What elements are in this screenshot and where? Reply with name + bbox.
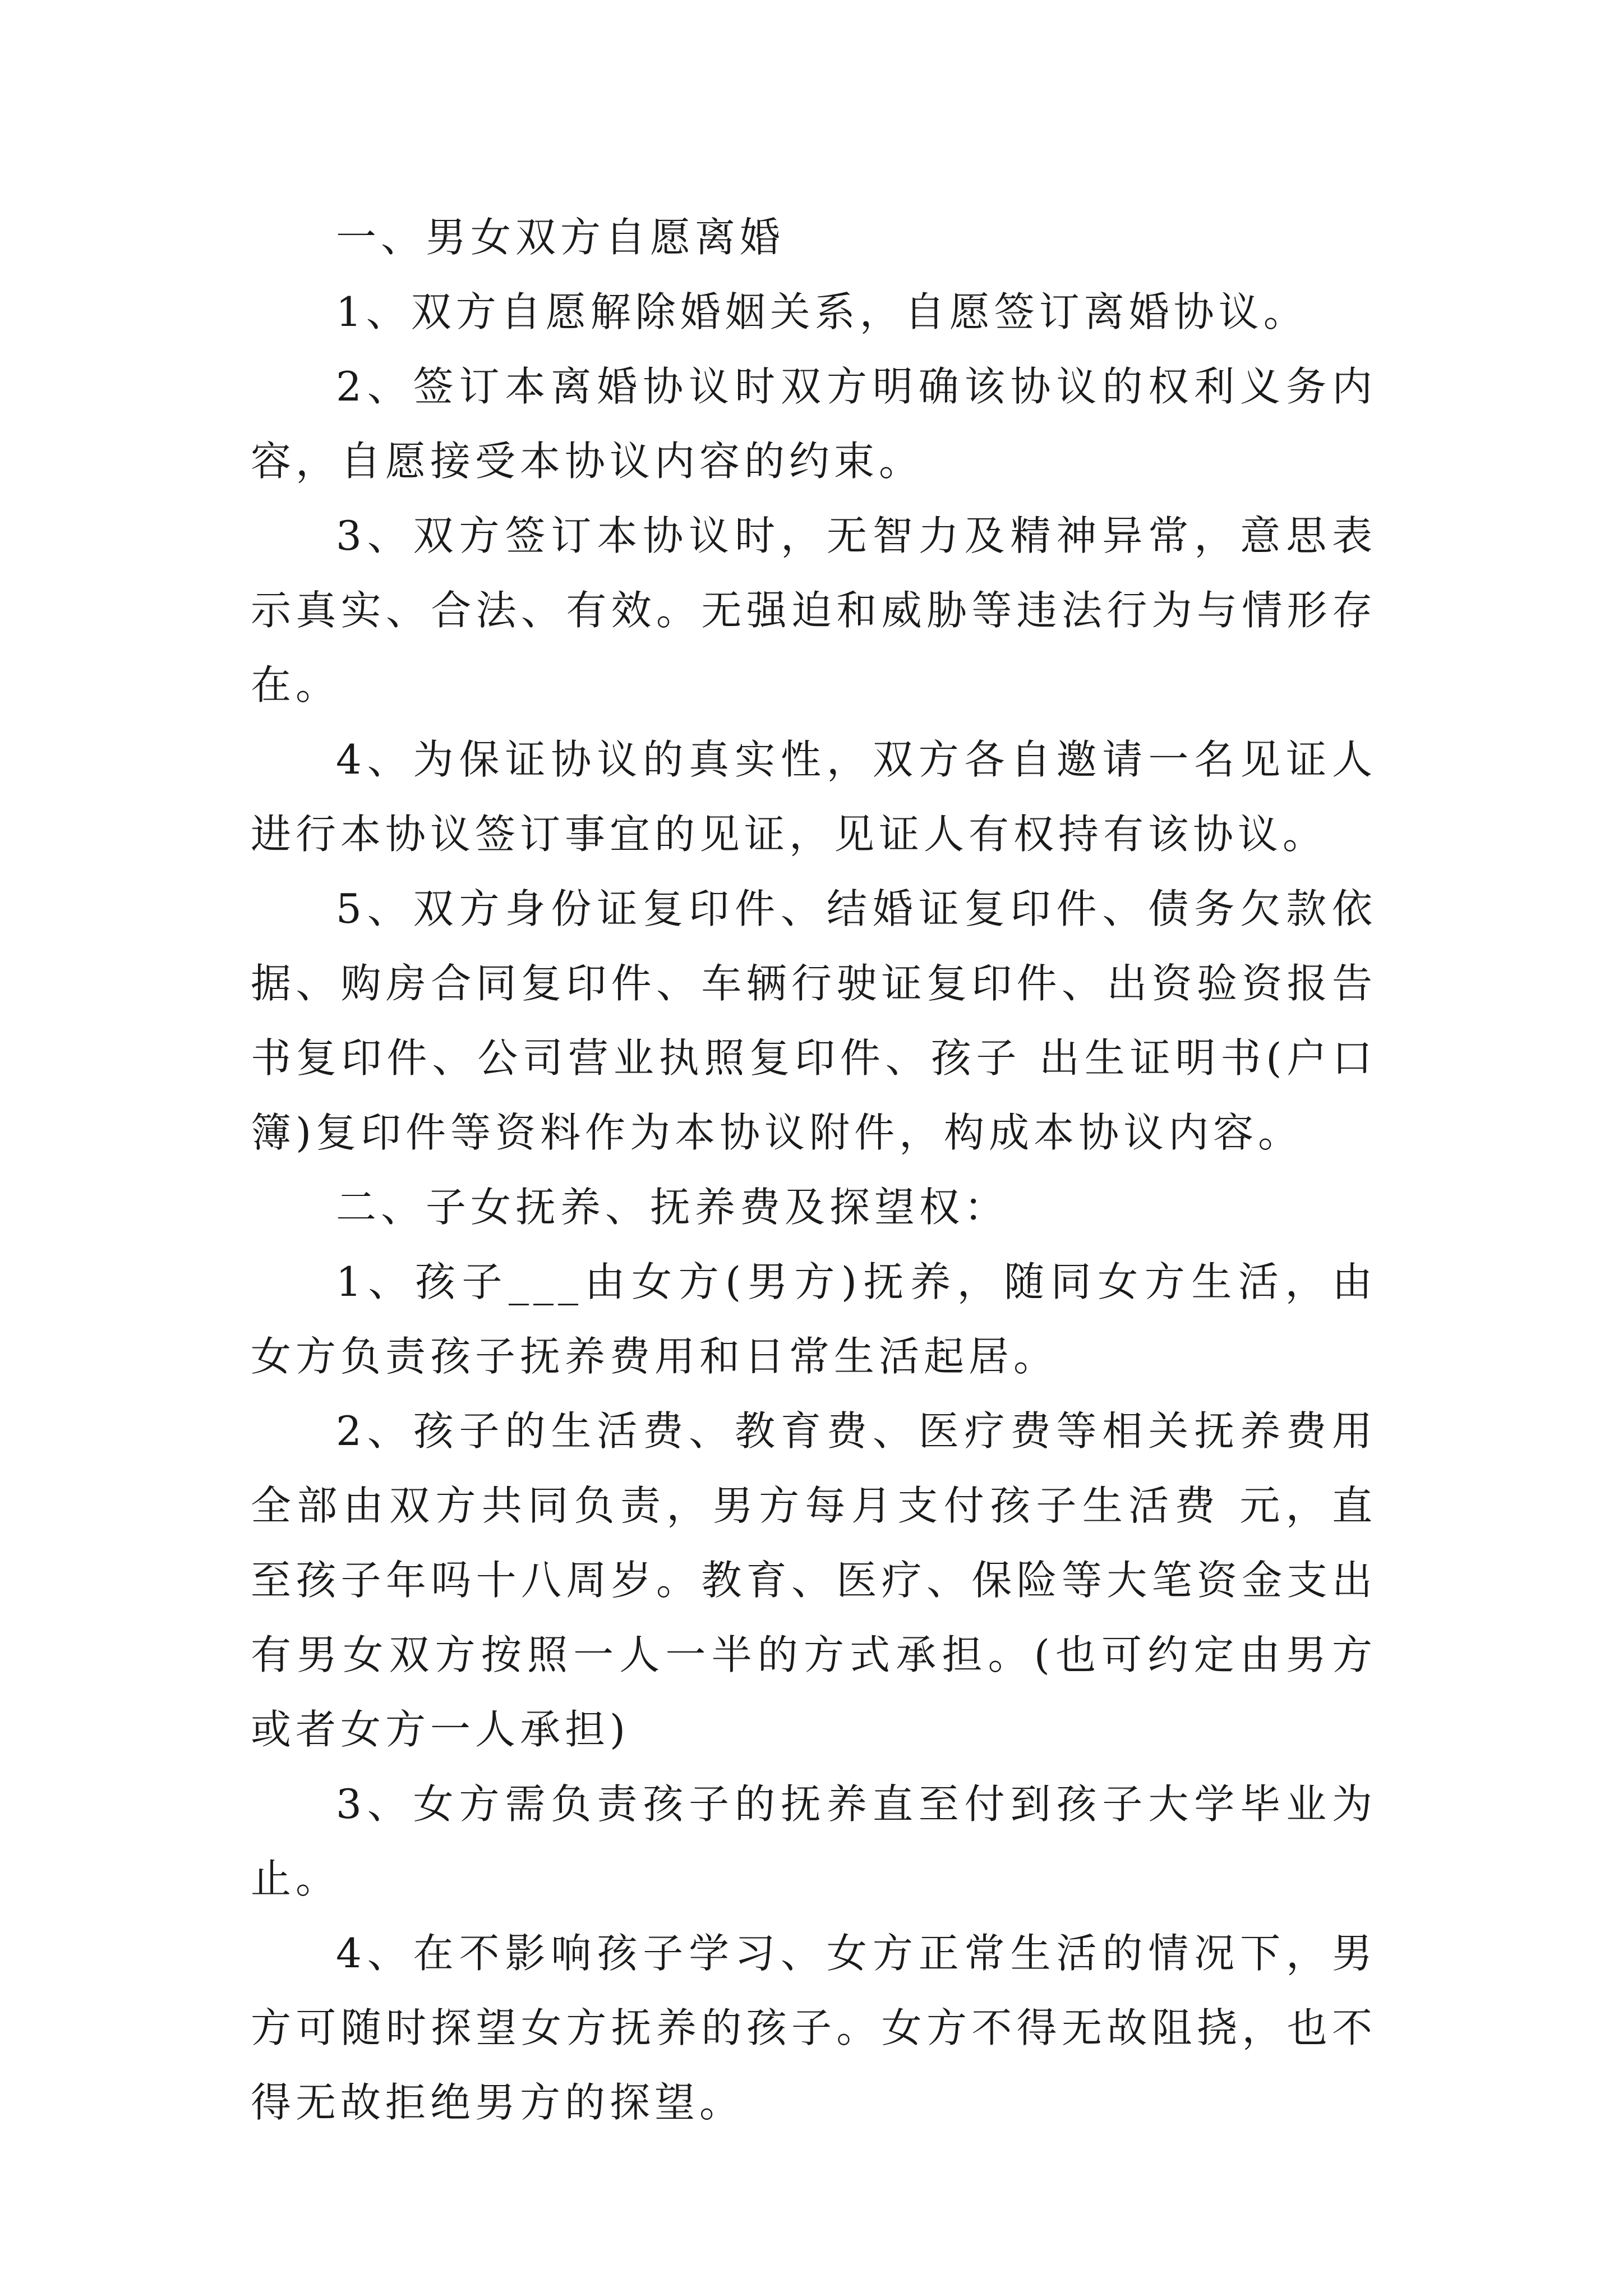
custody-clause-3: 3、女方需负责孩子的抚养直至付到孩子大学毕业为止。 (251, 1780, 1377, 1902)
clause-2-rights-obligations: 2、签订本离婚协议时双方明确该协议的权利义务内容，自愿接受本协议内容的约束。 (251, 363, 1377, 485)
clause-4-witness: 4、为保证协议的真实性，双方各自邀请一名见证人进行本协议签订事宜的见证，见证人有权持有该协议。 (251, 736, 1377, 858)
section-heading-divorce: 一、男女双方自愿离婚 (336, 214, 785, 261)
clause-5-attachments: 5、双方身份证复印件、结婚证复印件、债务欠款依据、购房合同复印件、车辆行驶证复印件、出资验资报告书复印件、公司营业执照复印件、孩子 出生证明书(户口簿)复印件等资料作为本协议附件，构成本协议内容。 (251, 885, 1377, 1156)
clause-1-voluntary: 1、双方自愿解除婚姻关系，自愿签订离婚协议。 (336, 288, 1308, 335)
custody-clause-1: 1、孩子___由女方(男方)抚养，随同女方生活，由女方负责孩子抚养费用和日常生活起居。 (251, 1258, 1377, 1380)
clause-3-capacity: 3、双方签订本协议时，无智力及精神异常，意思表示真实、合法、有效。无强迫和威胁等违法行为与情形存在。 (251, 512, 1377, 708)
custody-clause-2: 2、孩子的生活费、教育费、医疗费等相关抚养费用全部由双方共同负责，男方每月支付孩子生活费 元，直至孩子年吗十八周岁。教育、医疗、保险等大笔资金支出有男女双方按照一人一半的方式承担。(也可约定由男方或者女方一人承担) (251, 1407, 1377, 1753)
document-body (251, 200, 1377, 2140)
section-heading-custody: 二、子女抚养、抚养费及探望权： (336, 1184, 1009, 1231)
custody-clause-4: 4、在不影响孩子学习、女方正常生活的情况下，男方可随时探望女方抚养的孩子。女方不得无故阻挠，也不得无故拒绝男方的探望。 (251, 1930, 1377, 2126)
